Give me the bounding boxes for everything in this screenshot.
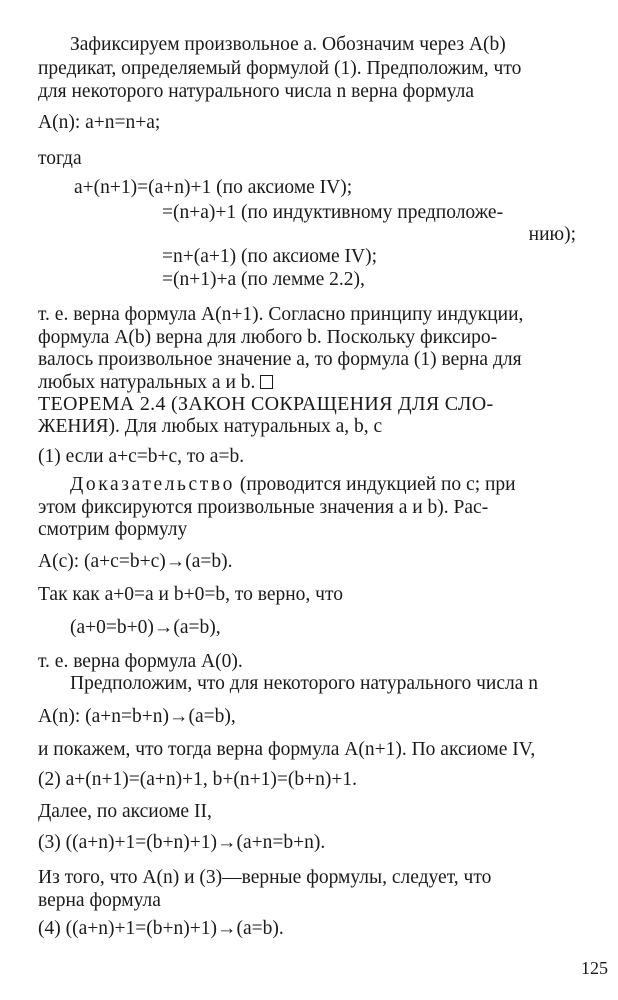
theorem-heading: ТЕОРЕМА 2.4 (ЗАКОН СОКРАЩЕНИЯ ДЛЯ СЛО- [38, 393, 494, 415]
theorem-statement: (1) если a+c=b+c, то a=b. [38, 446, 245, 467]
text-line: и покажем, что тогда верна формула A(n+1). По аксиоме IV, [38, 739, 536, 760]
text-line: валось произвольное значение a, то формула (1) верна для [38, 349, 522, 370]
text-line: формула A(b) верна для любого b. Поскольку фиксиро- [38, 327, 498, 348]
text-line: Из того, что A(n) и (3)—верные формулы, следует, что [38, 867, 492, 888]
formula-line: A(n): (a+n=b+n)→(a=b), [38, 706, 236, 727]
text-line: для некоторого натурального числа n верна формула [38, 81, 475, 102]
formula-line: A(c): (a+c=b+c)→(a=b). [38, 551, 233, 572]
text-line: Так как a+0=a и b+0=b, то верно, что [38, 584, 343, 605]
text-line: верна формула [38, 890, 161, 911]
text-line: т. е. верна формула A(0). [38, 651, 243, 672]
page-number: 125 [581, 958, 608, 978]
book-page [38, 0, 586, 1000]
equation-line: =(n+a)+1 (по индуктивному предположе- [162, 202, 504, 223]
equation-line: a+(n+1)=(a+n)+1 (по аксиоме IV); [74, 177, 353, 198]
text-line: этом фиксируются произвольные значения a и b). Рас- [38, 497, 489, 518]
equation-line: (3) ((a+n)+1=(b+n)+1)→(a+n=b+n). [38, 832, 326, 853]
text-line: Далее, по аксиоме II, [38, 801, 212, 822]
theorem-heading: ЖЕНИЯ). Для любых натуральных a, b, c [38, 416, 383, 437]
text-line: тогда [38, 148, 82, 169]
formula-line: (a+0=b+0)→(a=b), [70, 617, 221, 638]
equation-line: =n+(a+1) (по аксиоме IV); [162, 246, 378, 267]
equation-line: (2) a+(n+1)=(a+n)+1, b+(n+1)=(b+n)+1. [38, 769, 357, 790]
text-fragment: (проводится индукцией по c; при [234, 474, 516, 495]
proof-start-line [70, 474, 516, 496]
text-line-with-qed [38, 372, 273, 394]
formula-line: A(n): a+n=n+a; [38, 112, 161, 133]
qed-square-icon [260, 375, 273, 389]
text-line: т. е. верна формула A(n+1). Согласно принципу индукции, [38, 304, 524, 325]
text-line: смотрим формулу [38, 519, 188, 540]
text-line: предикат, определяемый формулой (1). Предположим, что [38, 58, 522, 79]
equation-line: нию); [528, 224, 576, 245]
equation-line: =(n+1)+a (по лемме 2.2), [162, 269, 365, 290]
equation-line: (4) ((a+n)+1=(b+n)+1)→(a=b). [38, 918, 284, 939]
text-fragment: любых натуральных a и b. [38, 372, 256, 393]
text-line: Предположим, что для некоторого натурального числа n [70, 673, 539, 694]
proof-label: Доказательство [70, 474, 235, 495]
text-line: Зафиксируем произвольное a. Обозначим через A(b) [70, 34, 506, 55]
